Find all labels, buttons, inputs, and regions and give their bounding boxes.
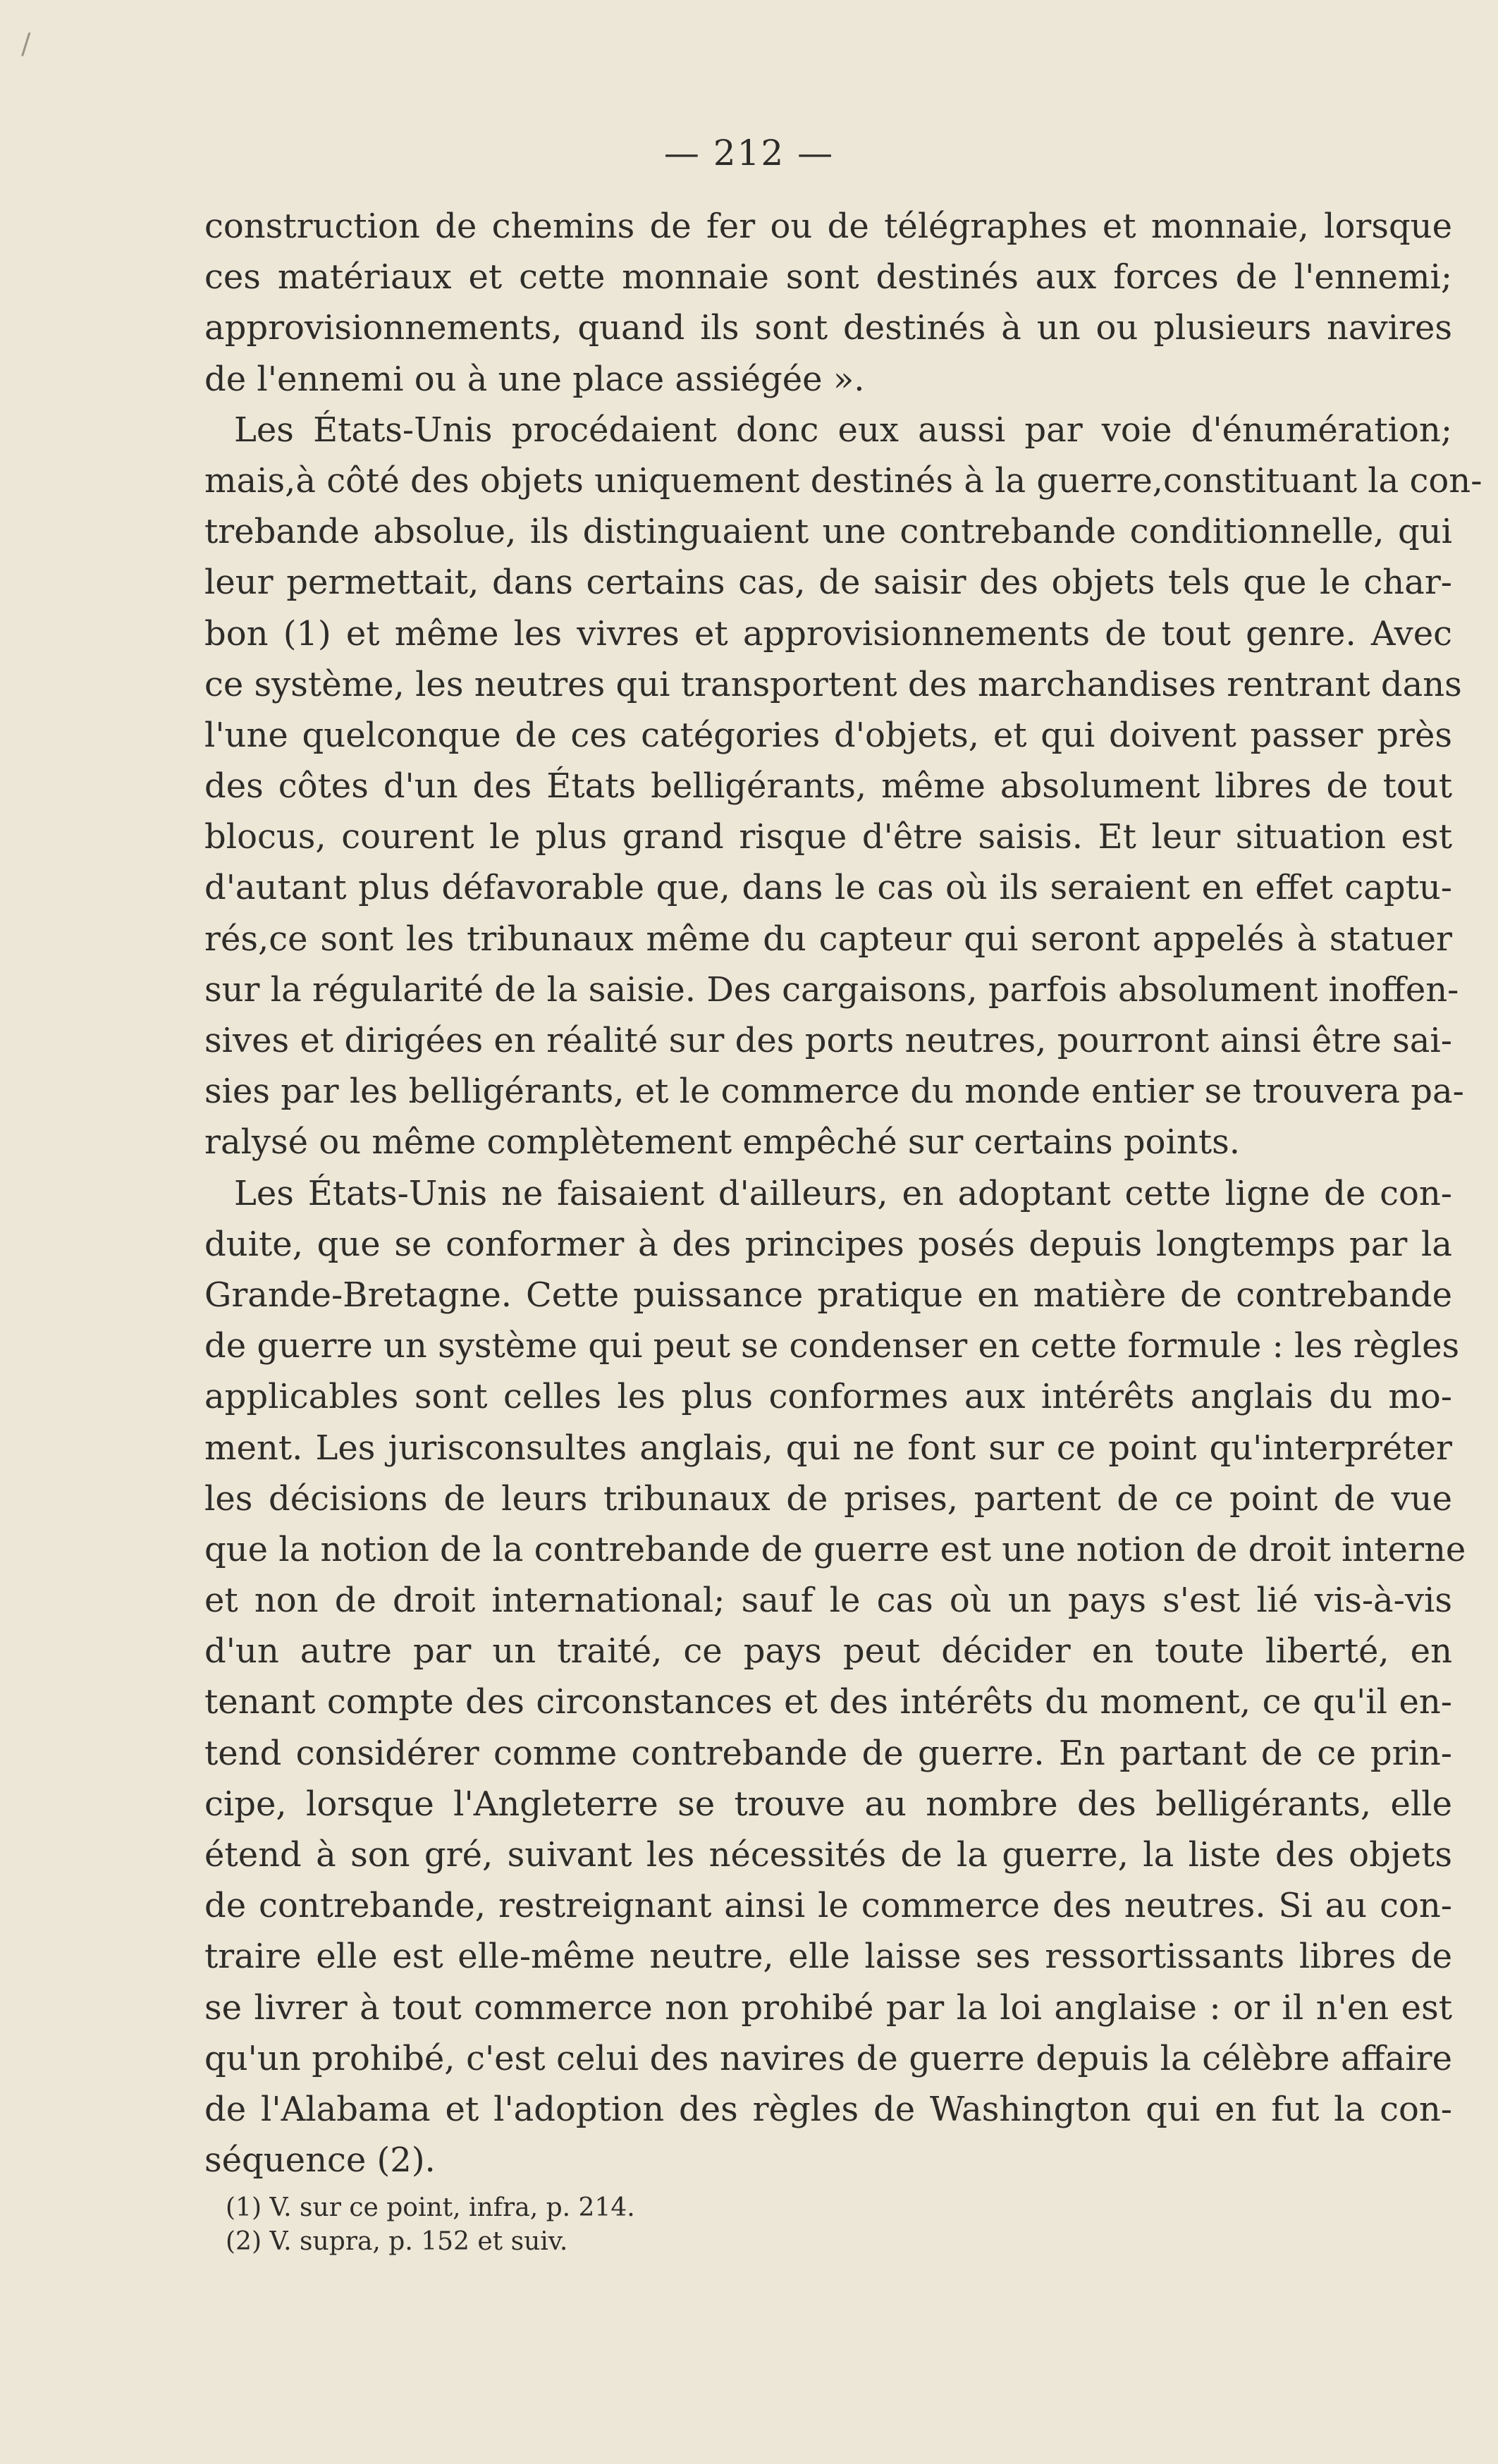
text-line: Grande-Bretagne. Cette puissance pratique en matière de contrebande (204, 1275, 1452, 1315)
text-line: applicables sont celles les plus conformes aux intérêts anglais du mo- (204, 1377, 1452, 1417)
text-line: duite, que se conformer à des principes posés depuis longtemps par la (204, 1224, 1452, 1264)
text-line: d'autant plus défavorable que, dans le cas où ils seraient en effet captu- (204, 868, 1452, 908)
text-line: de l'ennemi ou à une place assiégée ». (204, 359, 865, 399)
text-line: Les États-Unis ne faisaient d'ailleurs, en adoptant cette ligne de con- (234, 1173, 1452, 1213)
text-line: leur permettait, dans certains cas, de saisir des objets tels que le char- (204, 563, 1452, 603)
text-line: et non de droit international; sauf le cas où un pays s'est lié vis-à-vis (204, 1581, 1452, 1621)
text-line: étend à son gré, suivant les nécessités de la guerre, la liste des objets (204, 1835, 1452, 1875)
text-line: des côtes d'un des États belligérants, même absolument libres de tout (204, 766, 1452, 807)
text-line: bon (1) et même les vivres et approvisionnements de tout genre. Avec (204, 613, 1452, 654)
text-line: les décisions de leurs tribunaux de prises, partent de ce point de vue (204, 1478, 1452, 1519)
text-line: tenant compte des circonstances et des intérêts du moment, ce qu'il en- (204, 1682, 1452, 1722)
text-line: séquence (2). (204, 2140, 436, 2181)
text-line: se livrer à tout commerce non prohibé par la loi anglaise : or il n'en est (204, 1987, 1452, 2028)
margin-mark: / (21, 28, 31, 61)
text-line: rés,ce sont les tribunaux même du capteur qui seront appelés à statuer (204, 919, 1452, 959)
text-line: trebande absolue, ils distinguaient une contrebande conditionnelle, qui (204, 512, 1452, 552)
text-line: d'un autre par un traité, ce pays peut décider en toute liberté, en (204, 1631, 1452, 1672)
text-line: traire elle est elle-même neutre, elle laisse ses ressortissants libres de (204, 1937, 1452, 1977)
text-line: cipe, lorsque l'Angleterre se trouve au nombre des belligérants, elle (204, 1784, 1452, 1824)
text-line: sur la régularité de la saisie. Des cargaisons, parfois absolument inoffen- (204, 969, 1459, 1010)
text-line: l'une quelconque de ces catégories d'objets, et qui doivent passer près (204, 715, 1452, 755)
text-line: sies par les belligérants, et le commerce du monde entier se trouvera pa- (204, 1072, 1464, 1112)
text-line: ment. Les jurisconsultes anglais, qui ne font sur ce point qu'interpréter (204, 1428, 1452, 1468)
text-line: que la notion de la contrebande de guerre est une notion de droit interne (204, 1529, 1466, 1569)
text-line: de guerre un système qui peut se condenser en cette formule : les règles (204, 1326, 1460, 1366)
text-line: tend considérer comme contrebande de guerre. En partant de ce prin- (204, 1733, 1452, 1773)
text-line: construction de chemins de fer ou de télégraphes et monnaie, lorsque (204, 207, 1452, 246)
text-line: sives et dirigées en réalité sur des ports neutres, pourront ainsi être sai- (204, 1021, 1452, 1060)
text-line: mais,à côté des objets uniquement destinés à la guerre,constituant la con- (204, 460, 1482, 501)
footnote-1: (1) V. sur ce point, infra, p. 214. (226, 2193, 635, 2222)
footnote-2: (2) V. supra, p. 152 et suiv. (226, 2227, 568, 2256)
text-line: approvisionnements, quand ils sont destinés à un ou plusieurs navires (204, 308, 1452, 348)
text-line: qu'un prohibé, c'est celui des navires de guerre depuis la célèbre affaire (204, 2038, 1452, 2078)
text-line: ce système, les neutres qui transportent des marchandises rentrant dans (204, 664, 1462, 704)
text-line: ces matériaux et cette monnaie sont destinés aux forces de l'ennemi; (204, 257, 1452, 298)
page-number: — 212 — (663, 133, 835, 173)
text-line: ralysé ou même complètement empêché sur certains points. (204, 1122, 1240, 1163)
text-line: blocus, courent le plus grand risque d'être saisis. Et leur situation est (204, 817, 1452, 857)
text-line: de l'Alabama et l'adoption des règles de Washington qui en fut la con- (204, 2089, 1452, 2129)
text-line: Les États-Unis procédaient donc eux aussi par voie d'énumération; (234, 410, 1452, 450)
text-line: de contrebande, restreignant ainsi le commerce des neutres. Si au con- (204, 1886, 1452, 1926)
body-text (204, 201, 1482, 2186)
footnotes (226, 2191, 1424, 2259)
